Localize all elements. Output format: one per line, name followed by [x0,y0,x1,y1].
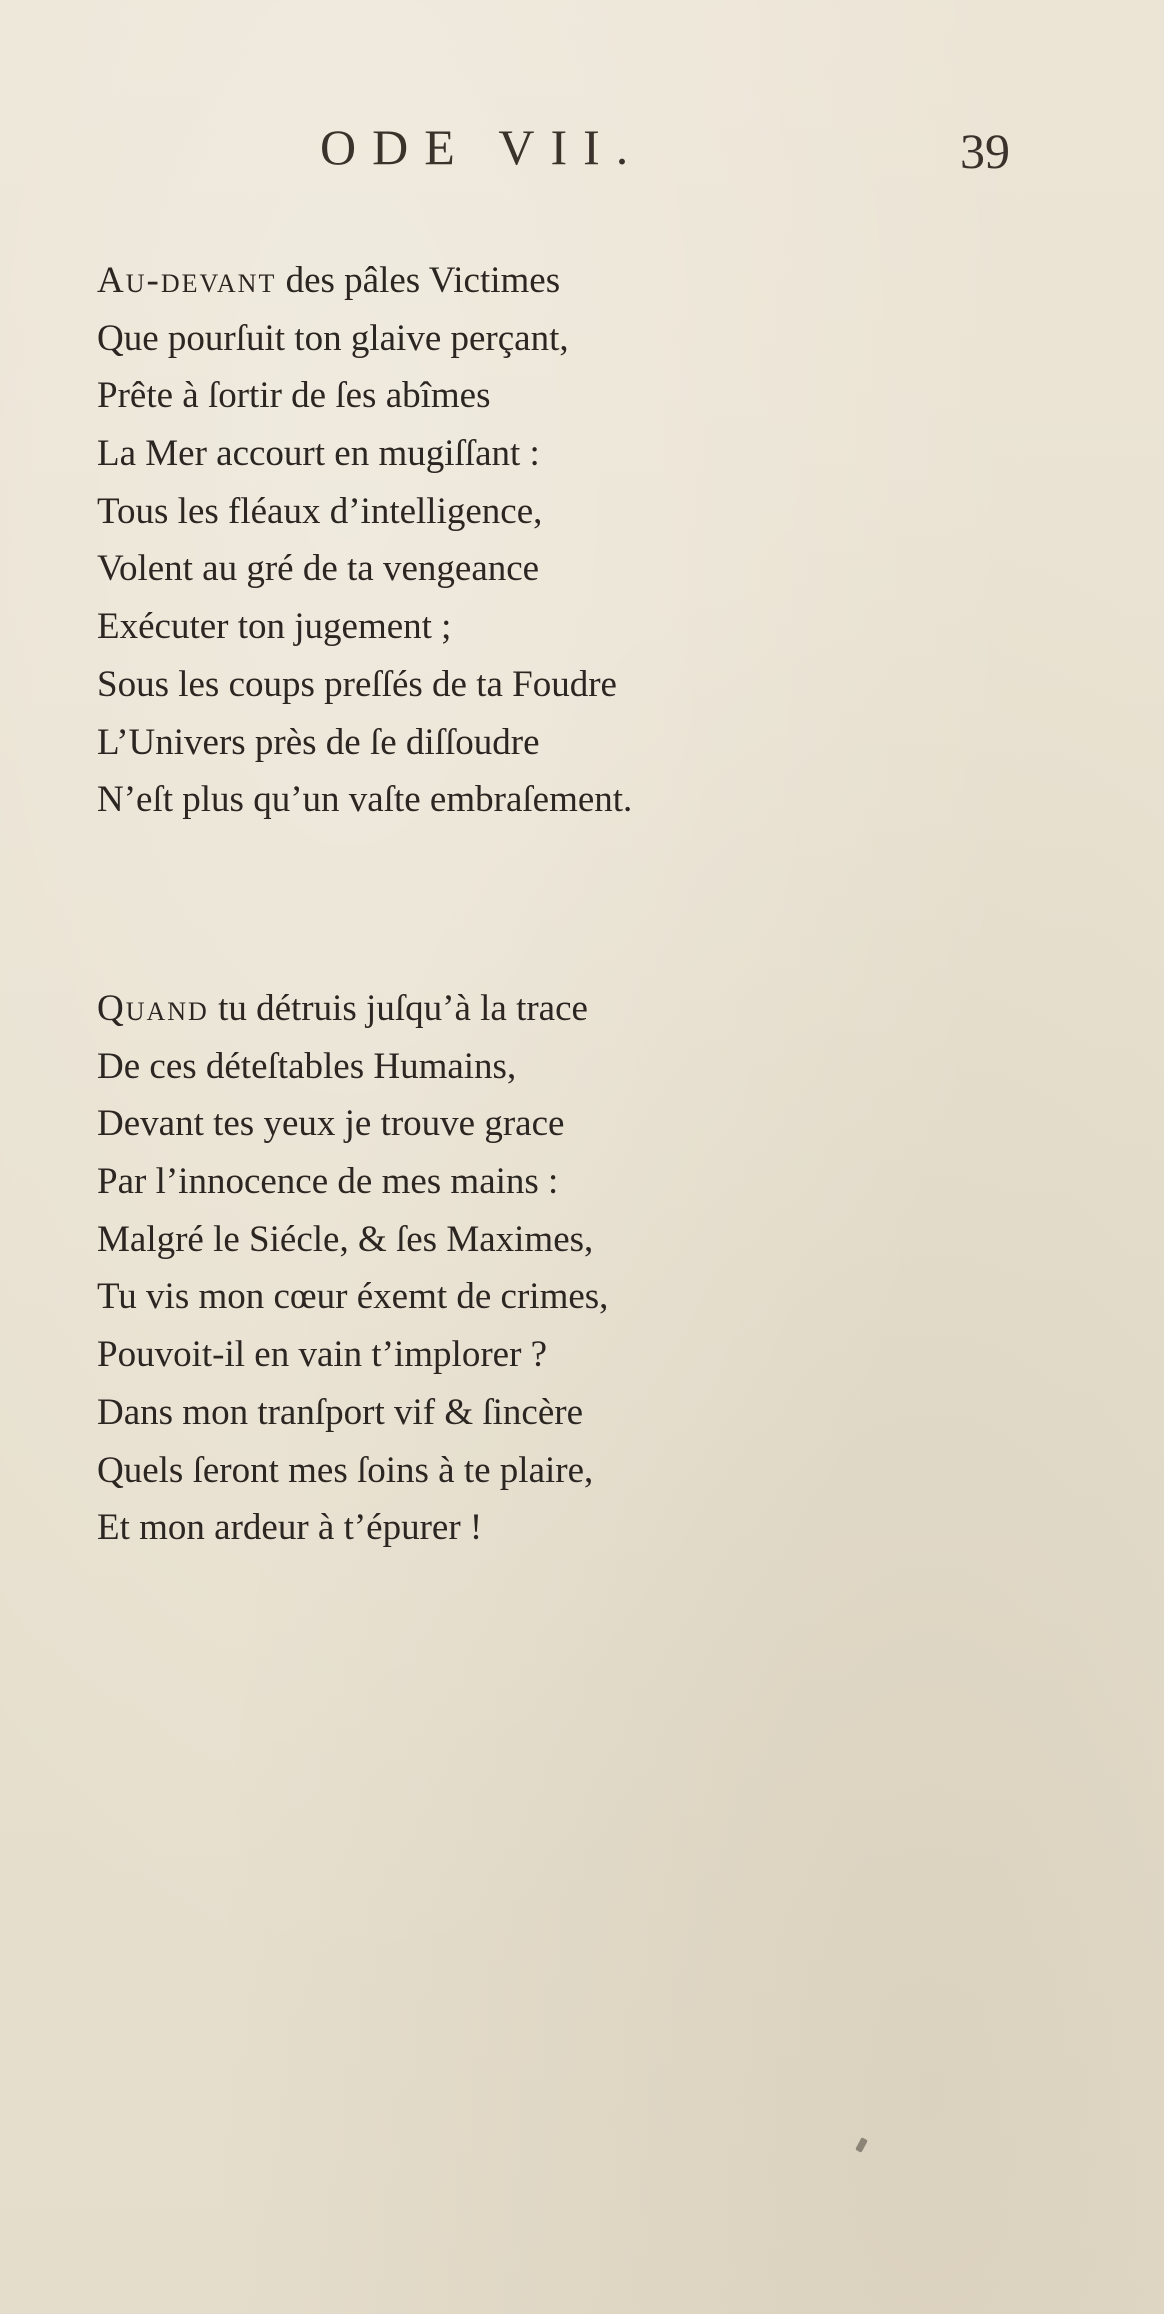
verse-line: Sous les coups preſſés de ta Foudre [97,663,617,705]
page-number: 39 [960,123,1010,179]
drop-word: Au-devant [97,260,277,301]
running-head [0,118,1164,178]
verse-line: Quels ſeront mes ſoins à te plaire, [97,1449,594,1491]
verse-line [97,252,997,310]
verse-line: Dans mon tranſport vif & ſincère [97,1391,584,1433]
verse-line: De ces déteſtables Humains, [97,1045,517,1087]
verse-line: Et mon ardeur à t’épurer ! [97,1507,483,1549]
running-title: ODE VII. [320,119,645,175]
verse-line: Que pourſuit ton glaive perçant, [97,317,569,359]
verse-line: L’Univers près de ſe diſſoudre [97,721,540,763]
verse-line: Devant tes yeux je trouve grace [97,1103,565,1145]
verse-line: Exécuter ton jugement ; [97,606,452,648]
stanza-1 [97,252,997,829]
verse-line: Malgré le Siécle, & ſes Maximes, [97,1218,594,1260]
verse-line: Pouvoit-il en vain t’implorer ? [97,1334,548,1376]
verse-line: La Mer accourt en mugiſſant : [97,433,540,475]
stanza-2 [97,980,997,1557]
ink-speck [855,2137,868,2153]
verse-line: Par l’innocence de mes mains : [97,1161,559,1203]
verse-line: Volent au gré de ta vengeance [97,548,540,590]
verse-line [97,980,997,1038]
drop-word: Quand [97,988,209,1029]
verse-line: Prête à ſortir de ſes abîmes [97,375,491,417]
verse-line: Tous les fléaux d’intelligence, [97,490,543,532]
verse-line: N’eſt plus qu’un vaſte embraſement. [97,779,633,821]
verse-line: Tu vis mon cœur éxemt de crimes, [97,1276,609,1318]
verse-line-rest: des pâles Victimes [276,260,561,301]
verse-line-rest: tu détruis juſqu’à la trace [208,988,588,1029]
